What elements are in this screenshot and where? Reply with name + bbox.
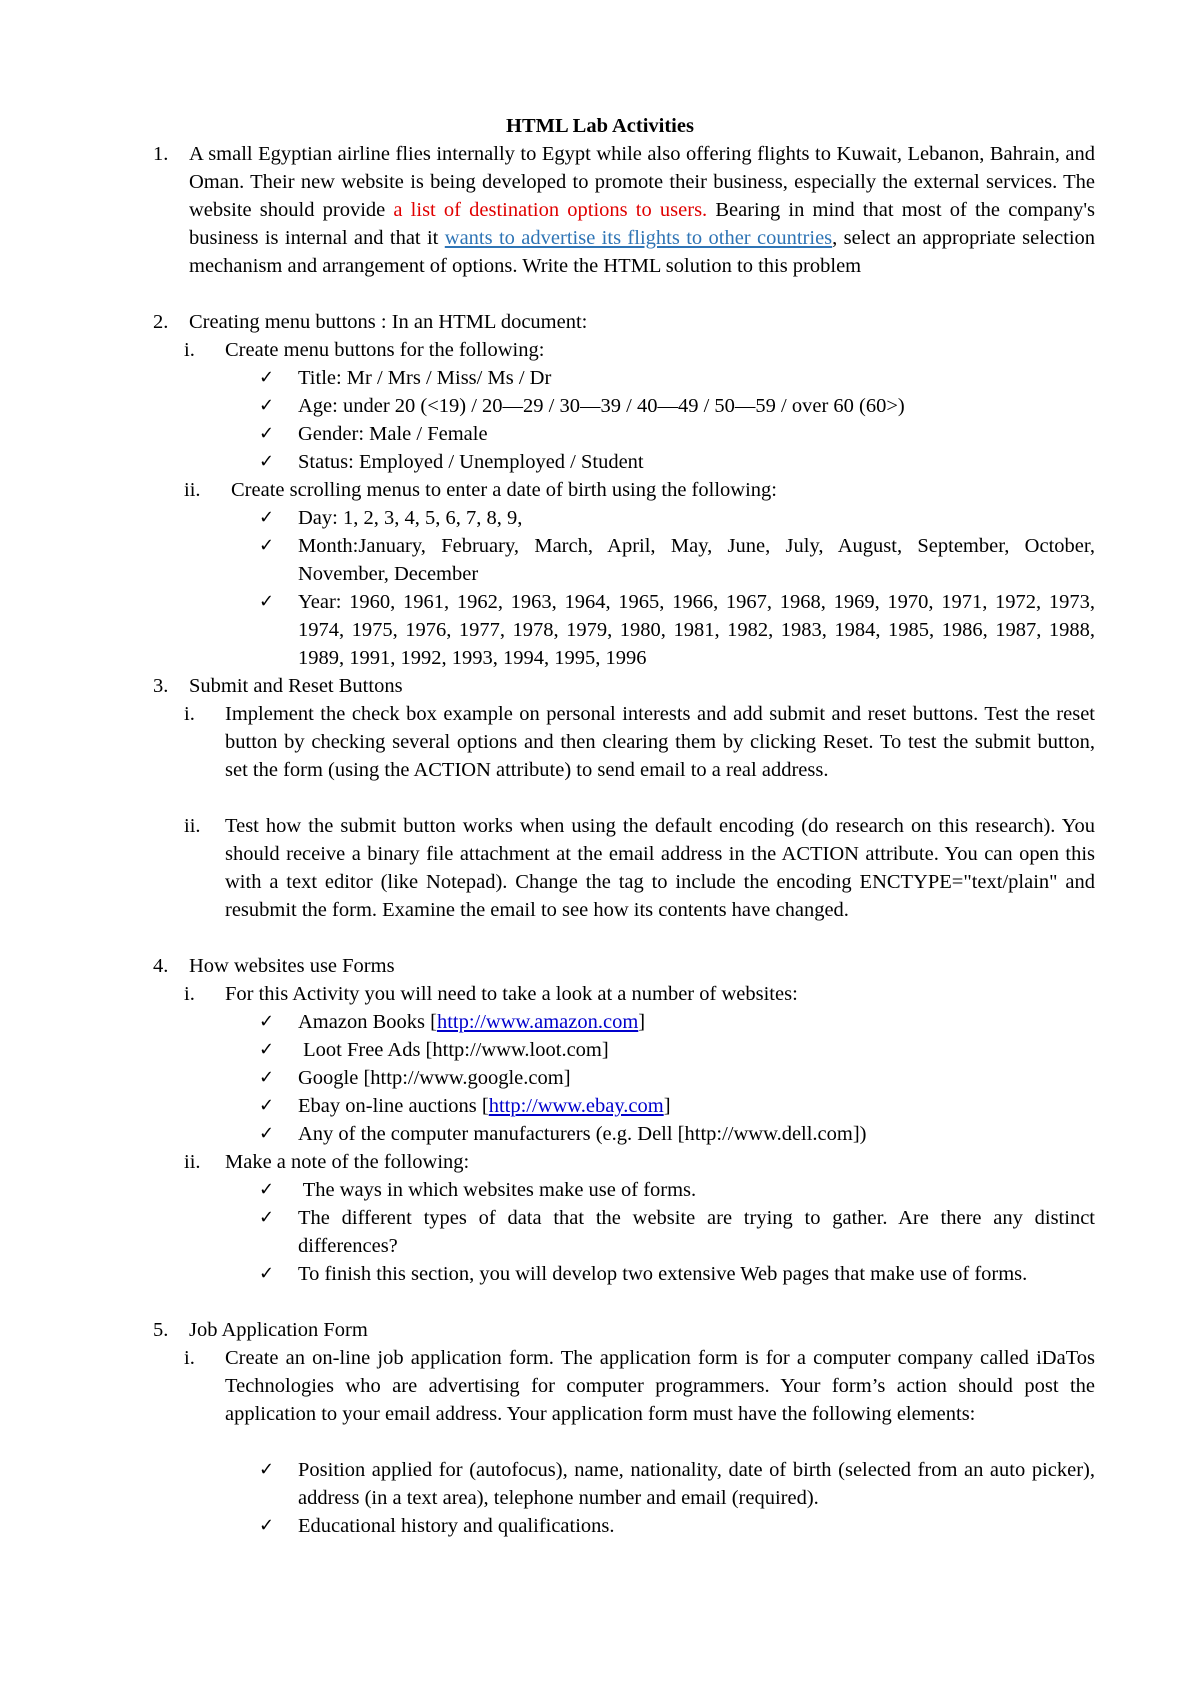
q3-ii-label: ii. [184, 815, 201, 837]
q3-i-label: i. [184, 703, 195, 725]
q1-highlight: a list of destination options to users. [393, 199, 708, 221]
check-mark-icon: ✓ [259, 423, 275, 444]
q3-number: 3. [153, 675, 169, 697]
check-mark-icon: ✓ [259, 535, 275, 556]
check-mark-icon: ✓ [259, 1067, 275, 1088]
q2-ii-item-day: Day: 1, 2, 3, 4, 5, 6, 7, 8, 9, [298, 507, 523, 529]
q5-i-label: i. [184, 1347, 195, 1369]
q2-ii-text: Create scrolling menus to enter a date of birth using the following: [231, 479, 777, 501]
q4-ii-item-finish: To finish this section, you will develop two extensive Web pages that make use of forms. [298, 1263, 1028, 1285]
ebay-bracket: ] [663, 1095, 671, 1117]
check-mark-icon: ✓ [259, 1095, 275, 1116]
check-mark-icon: ✓ [259, 367, 275, 388]
q2-i-item-title: Title: Mr / Mrs / Miss/ Ms / Dr [298, 367, 552, 389]
q1-text-a: A small Egyptian airline flies internally to Egypt while also offering flights to Kuwait, Lebanon, Bahrain, and Oman. Their new website is being developed to promote their business, especially the external services. The website should provide [189, 143, 1095, 221]
q3-ii-text: Test how the submit button works when using the default encoding (do research on this research). You should receive a binary file attachment at the email address in the ACTION attribute. You can open this with a text editor (like Notepad). Change the tag to include the encoding ENCTYPE="text/plain" and resubmit the form. Examine the email to see how its contents have changed. [225, 815, 1095, 921]
q1-text-b: Bearing in mind that most of the company's business is internal and that it [189, 199, 1096, 249]
check-mark-icon: ✓ [259, 395, 275, 416]
check-mark-icon: ✓ [259, 451, 275, 472]
check-mark-icon: ✓ [259, 1263, 275, 1284]
check-mark-icon: ✓ [259, 591, 275, 612]
q4-site-amazon [298, 1008, 1095, 1036]
check-mark-icon: ✓ [259, 1011, 275, 1032]
q4-ii-item-ways: The ways in which websites make use of forms. [298, 1179, 697, 1201]
q4-ii-text: Make a note of the following: [225, 1151, 470, 1173]
q1-link[interactable]: wants to advertise its flights to other countries [444, 227, 833, 249]
page-title: HTML Lab Activities [506, 115, 694, 137]
q2-i-text: Create menu buttons for the following: [225, 339, 545, 361]
check-mark-icon: ✓ [259, 1515, 275, 1536]
q1-text-c: , select an appropriate selection mechanism and arrangement of options. Write the HTML solution to this problem [189, 227, 1096, 277]
q4-text: How websites use Forms [189, 955, 395, 977]
q2-text: Creating menu buttons : In an HTML document: [189, 311, 588, 333]
q4-number: 4. [153, 955, 169, 977]
q2-ii-item-month: Month:January, February, March, April, May, June, July, August, September, October, November, December [298, 535, 1095, 585]
q4-site-google: Google [http://www.google.com] [298, 1067, 571, 1089]
q4-site-loot: Loot Free Ads [http://www.loot.com] [298, 1039, 609, 1061]
q5-i-item-education: Educational history and qualifications. [298, 1515, 615, 1537]
q4-ii-label: ii. [184, 1151, 201, 1173]
q5-i-text: Create an on-line job application form. The application form is for a computer company called iDaTos Technologies who are advertising for computer programmers. Your form’s action should post the application to your email address. Your application form must have the following elements: [225, 1347, 1095, 1425]
amazon-link[interactable]: http://www.amazon.com [436, 1011, 639, 1033]
q3-text: Submit and Reset Buttons [189, 675, 403, 697]
q1-number: 1. [153, 143, 169, 165]
check-mark-icon: ✓ [259, 1179, 275, 1200]
q2-i-label: i. [184, 339, 195, 361]
q3-i-text: Implement the check box example on personal interests and add submit and reset buttons. Test the reset button by checking several options and then clearing them by clicking Reset. To test the submit button, set the form (using the ACTION attribute) to send email to a real address. [225, 703, 1095, 781]
check-mark-icon: ✓ [259, 1039, 275, 1060]
q4-site-dell: Any of the computer manufacturers (e.g. Dell [http://www.dell.com]) [298, 1123, 867, 1145]
check-mark-icon: ✓ [259, 1207, 275, 1228]
q2-i-item-gender: Gender: Male / Female [298, 423, 488, 445]
q2-ii-label: ii. [184, 479, 201, 501]
q2-ii-item-year: Year: 1960, 1961, 1962, 1963, 1964, 1965, 1966, 1967, 1968, 1969, 1970, 1971, 1972, 1973, 1974, 1975, 1976, 1977, 1978, 1979, 1980, 1981, 1982, 1983, 1984, 1985, 1986, 1987, 1988, 1989, 1991, 1992, 1993, 1994, 1995, 1996 [298, 591, 1095, 669]
check-mark-icon: ✓ [259, 1123, 275, 1144]
check-mark-icon: ✓ [259, 1459, 275, 1480]
q5-i-item-position: Position applied for (autofocus), name, nationality, date of birth (selected from an auto picker), address (in a text area), telephone number and email (required). [298, 1459, 1095, 1509]
q5-text: Job Application Form [189, 1319, 368, 1341]
q4-i-label: i. [184, 983, 195, 1005]
q1-text [189, 140, 1095, 280]
q2-number: 2. [153, 311, 169, 333]
ebay-link[interactable]: http://www.ebay.com [488, 1095, 664, 1117]
check-mark-icon: ✓ [259, 507, 275, 528]
amazon-bracket: ] [638, 1011, 646, 1033]
q5-number: 5. [153, 1319, 169, 1341]
q4-site-ebay [298, 1092, 1095, 1120]
q4-i-text: For this Activity you will need to take a look at a number of websites: [225, 983, 798, 1005]
q2-i-item-status: Status: Employed / Unemployed / Student [298, 451, 644, 473]
ebay-label: Ebay on-line auctions [ [298, 1095, 489, 1117]
amazon-label: Amazon Books [ [298, 1011, 437, 1033]
q2-i-item-age: Age: under 20 (<19) / 20—29 / 30—39 / 40—49 / 50—59 / over 60 (60>) [298, 395, 905, 417]
q4-ii-item-types: The different types of data that the website are trying to gather. Are there any distinct differences? [298, 1207, 1095, 1257]
